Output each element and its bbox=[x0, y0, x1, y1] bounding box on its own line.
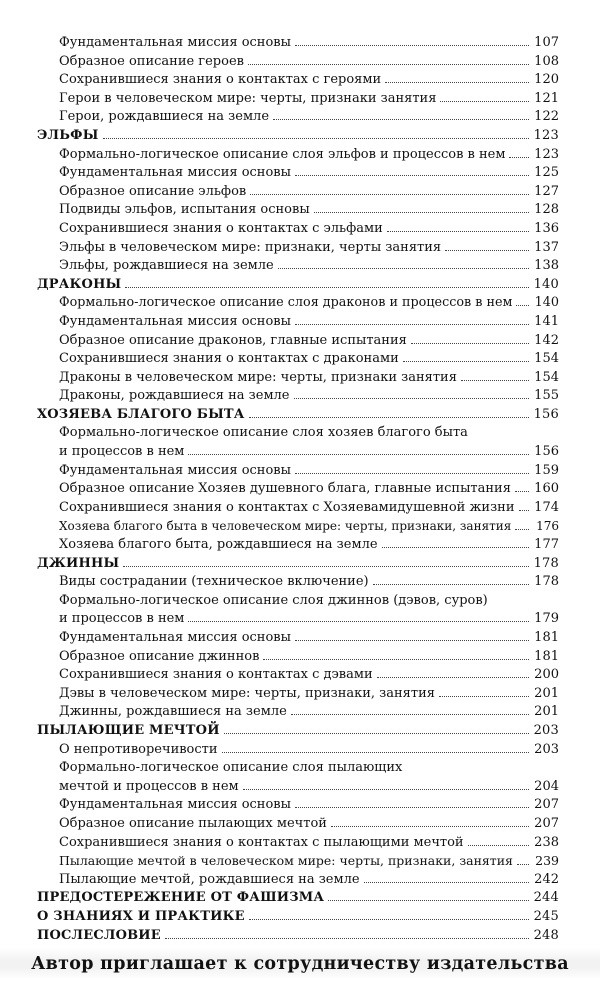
dot-leader bbox=[314, 211, 529, 213]
toc-entry-row bbox=[59, 778, 559, 797]
toc-entry-title: Драконы, рождавшиеся на земле bbox=[59, 388, 290, 404]
toc-entry-title: ПЫЛАЮЩИЕ МЕЧТОЙ bbox=[37, 722, 220, 738]
toc-section bbox=[37, 889, 559, 908]
toc-page-number: 179 bbox=[534, 611, 559, 627]
toc-page-number: 141 bbox=[534, 313, 559, 329]
toc-entry-row bbox=[59, 387, 559, 406]
toc-entry bbox=[37, 146, 559, 165]
dot-leader bbox=[509, 156, 529, 158]
toc-entry bbox=[37, 741, 559, 760]
toc-entry-title: Хозяева благого быта, рождавшиеся на земле bbox=[59, 537, 378, 553]
toc-entry-title: Формально-логическое описание слоя джиннов (дэвов, суров) bbox=[59, 592, 488, 608]
toc-entry-continuation: и процессов в нем bbox=[59, 444, 185, 460]
toc-page-number: 156 bbox=[534, 444, 559, 460]
toc-entry-title: Фундаментальная миссия основы bbox=[59, 313, 291, 329]
toc-page-number: 207 bbox=[534, 815, 559, 831]
toc-page-number: 242 bbox=[534, 871, 559, 887]
toc-entry-row bbox=[59, 703, 559, 722]
toc-entry-title: Пылающие мечтой в человеческом мире: черты, признаки, занятия bbox=[59, 853, 513, 869]
toc-page-number: 178 bbox=[533, 555, 559, 571]
toc-entry bbox=[37, 369, 559, 388]
toc-page-number: 159 bbox=[534, 462, 559, 478]
toc-section bbox=[37, 555, 559, 574]
toc-entry-title: ПРЕДОСТЕРЕЖЕНИЕ ОТ ФАШИЗМА bbox=[37, 890, 325, 906]
toc-entry-row bbox=[59, 220, 559, 239]
toc-entry bbox=[37, 517, 559, 536]
toc-entry-row bbox=[59, 146, 559, 165]
toc-entry-title: Герои в человеческом мире: черты, признаки занятия bbox=[59, 90, 437, 106]
toc-entry-row bbox=[59, 201, 559, 220]
toc-entry-title: Формально-логическое описание слоя эльфов и процессов в нем bbox=[59, 146, 506, 162]
dot-leader bbox=[468, 844, 529, 846]
toc-entry bbox=[37, 313, 559, 332]
toc-entry-title: Образное описание джиннов bbox=[59, 648, 260, 664]
toc-entry-title: ПОСЛЕСЛОВИЕ bbox=[37, 927, 161, 943]
toc-page-number: 128 bbox=[534, 202, 559, 218]
toc-page-number: 138 bbox=[534, 258, 559, 274]
toc-page-number: 123 bbox=[533, 127, 559, 143]
toc-page-number: 140 bbox=[533, 276, 559, 292]
toc-page-number: 122 bbox=[534, 109, 559, 125]
toc-entry-title: Образное описание эльфов bbox=[59, 183, 247, 199]
toc-page-number: 136 bbox=[534, 220, 559, 236]
toc-page-number: 174 bbox=[534, 499, 559, 515]
toc-entry-title: Фундаментальная миссия основы bbox=[59, 165, 291, 181]
toc-entry bbox=[37, 871, 559, 890]
toc-entry bbox=[37, 629, 559, 648]
toc-entry-row bbox=[59, 350, 559, 369]
toc-page-number: 178 bbox=[534, 574, 559, 590]
toc-page-number: 154 bbox=[534, 369, 559, 385]
toc-page-number: 156 bbox=[533, 406, 559, 422]
dot-leader bbox=[263, 658, 529, 660]
toc-entry bbox=[37, 387, 559, 406]
toc-page-number: 248 bbox=[533, 927, 559, 943]
toc-entry bbox=[37, 759, 559, 796]
toc-page-number: 176 bbox=[536, 519, 559, 534]
toc-page-number: 121 bbox=[534, 90, 559, 106]
toc-entry-title: Эльфы в человеческом мире: признаки, черты занятия bbox=[59, 239, 442, 255]
toc-entry-row bbox=[59, 796, 559, 815]
toc-entry bbox=[37, 834, 559, 853]
toc-section bbox=[37, 276, 559, 295]
toc-entry bbox=[37, 34, 559, 53]
toc-entry-row bbox=[59, 164, 559, 183]
toc-entry bbox=[37, 220, 559, 239]
dot-leader bbox=[515, 528, 529, 530]
toc-entry-row bbox=[37, 406, 559, 425]
dot-leader bbox=[295, 44, 529, 46]
dot-leader bbox=[295, 806, 529, 808]
toc-entry-row bbox=[59, 443, 559, 462]
toc-entry-row bbox=[59, 871, 559, 890]
toc-entry-title: Фундаментальная миссия основы bbox=[59, 462, 291, 478]
toc-entry bbox=[37, 573, 559, 592]
toc-page-number: 160 bbox=[534, 481, 559, 497]
toc-section bbox=[37, 908, 559, 927]
dot-leader bbox=[125, 286, 529, 288]
footer-banner bbox=[0, 948, 600, 980]
toc-entry-row bbox=[59, 517, 559, 536]
toc-entry-row bbox=[59, 257, 559, 276]
dot-leader bbox=[249, 416, 529, 418]
toc-entry-row bbox=[59, 71, 559, 90]
toc-entry-title: Дэвы в человеческом мире: черты, признаки, занятия bbox=[59, 685, 435, 701]
toc-page-number: 204 bbox=[534, 778, 559, 794]
toc-page-number: 201 bbox=[534, 704, 559, 720]
toc-page-number: 154 bbox=[534, 351, 559, 367]
toc-entry-title: Образное описание Хозяев душевного блага, главные испытания bbox=[59, 481, 511, 497]
toc-entry-row bbox=[37, 889, 559, 908]
toc-entry-title: Сохранившиеся знания о контактах с Хозяевамидушевной жизни bbox=[59, 499, 515, 515]
toc-entry-row bbox=[37, 276, 559, 295]
toc-page-number: 244 bbox=[533, 890, 559, 906]
toc-page-number: 181 bbox=[534, 648, 559, 664]
toc-section bbox=[37, 127, 559, 146]
toc-page-number: 108 bbox=[534, 53, 559, 69]
toc-page-number: 137 bbox=[534, 239, 559, 255]
toc-entry-title: Сохранившиеся знания о контактах с героями bbox=[59, 72, 382, 88]
toc-entry-row bbox=[59, 239, 559, 258]
toc-entry-title: Сохранившиеся знания о контактах с эльфами bbox=[59, 220, 383, 236]
toc-entry-row bbox=[59, 34, 559, 53]
toc-entry-title: Джинны, рождавшиеся на земле bbox=[59, 704, 287, 720]
toc-entry-row bbox=[59, 108, 559, 127]
toc-entry-title: Формально-логическое описание слоя пылающих bbox=[59, 760, 403, 776]
toc-entry-row bbox=[59, 815, 559, 834]
toc-entry-title: О непротиворечивости bbox=[59, 741, 218, 757]
toc-entry-row bbox=[59, 536, 559, 555]
toc-entry-title: ЭЛЬФЫ bbox=[37, 127, 99, 143]
toc-entry bbox=[37, 666, 559, 685]
toc-entry-title: Пылающие мечтой, рождавшиеся на земле bbox=[59, 871, 360, 887]
dot-leader bbox=[519, 509, 529, 511]
toc-entry-row bbox=[59, 573, 559, 592]
toc-entry bbox=[37, 183, 559, 202]
toc-entry-title: Формально-логическое описание слоя драконов и процессов в нем bbox=[59, 295, 513, 311]
toc-entry bbox=[37, 332, 559, 351]
dot-leader bbox=[331, 825, 529, 827]
toc-entry-row bbox=[59, 610, 559, 629]
toc-entry-row bbox=[59, 648, 559, 667]
toc-page-number: 155 bbox=[534, 388, 559, 404]
toc-page-number: 238 bbox=[534, 834, 559, 850]
dot-leader bbox=[222, 751, 529, 753]
toc-section bbox=[37, 406, 559, 425]
dot-leader bbox=[517, 863, 529, 865]
toc-entry bbox=[37, 350, 559, 369]
toc-entry-title: Сохранившиеся знания о контактах с пылающими мечтой bbox=[59, 834, 464, 850]
toc-page-number: 245 bbox=[533, 908, 559, 924]
toc-entry bbox=[37, 108, 559, 127]
dot-leader bbox=[411, 342, 529, 344]
toc-entry-title: Образное описание героев bbox=[59, 53, 244, 69]
toc-page-number: 120 bbox=[534, 72, 559, 88]
toc-page-number: 123 bbox=[534, 146, 559, 162]
dot-leader bbox=[188, 620, 529, 622]
toc-entry-row bbox=[59, 369, 559, 388]
toc-page-number: 181 bbox=[534, 630, 559, 645]
dot-leader bbox=[188, 453, 529, 455]
toc-entry-row bbox=[37, 927, 559, 946]
toc-entry-row bbox=[59, 499, 559, 518]
toc-entry-row bbox=[37, 555, 559, 574]
toc-entry-row bbox=[59, 480, 559, 499]
toc-entry-title: Подвиды эльфов, испытания основы bbox=[59, 202, 310, 218]
toc-entry bbox=[37, 703, 559, 722]
toc-page-number: 239 bbox=[535, 853, 559, 869]
dot-leader bbox=[440, 100, 529, 102]
dot-leader bbox=[103, 137, 529, 139]
toc-page-number: 125 bbox=[534, 165, 559, 181]
dot-leader bbox=[123, 565, 529, 567]
toc-entry bbox=[37, 239, 559, 258]
toc-entry bbox=[37, 685, 559, 704]
toc-page-number: 107 bbox=[534, 35, 559, 50]
toc-section bbox=[37, 927, 559, 946]
dot-leader bbox=[403, 360, 529, 362]
dot-leader bbox=[295, 639, 529, 641]
toc-page-number: 203 bbox=[533, 722, 559, 738]
toc-entry bbox=[37, 201, 559, 220]
dot-leader bbox=[278, 267, 529, 269]
dot-leader bbox=[295, 174, 529, 176]
toc-entry bbox=[37, 796, 559, 815]
toc-entry bbox=[37, 257, 559, 276]
footer-text: Автор приглашает к сотрудничеству издательства bbox=[31, 954, 569, 974]
dot-leader bbox=[224, 732, 529, 734]
toc-entry-continuation: мечтой и процессов в нем bbox=[59, 778, 239, 794]
toc-entry-row bbox=[59, 666, 559, 685]
toc-entry-row bbox=[37, 127, 559, 146]
toc-entry-row bbox=[59, 834, 559, 853]
toc-entry-row bbox=[59, 313, 559, 332]
dot-leader bbox=[382, 546, 529, 548]
toc-page-number: 200 bbox=[534, 667, 559, 683]
toc-page-number: 203 bbox=[534, 741, 559, 757]
toc-entry-row bbox=[59, 629, 559, 648]
toc-entry-title: Эльфы, рождавшиеся на земле bbox=[59, 258, 274, 274]
toc-entry-row bbox=[59, 294, 559, 313]
toc-entry-title: Формально-логическое описание слоя хозяев благого быта bbox=[59, 425, 468, 441]
toc-page-number: 142 bbox=[534, 332, 559, 348]
toc-entry-title: Сохранившиеся знания о контактах с драконами bbox=[59, 351, 399, 367]
dot-leader bbox=[165, 937, 529, 939]
toc-entry bbox=[37, 536, 559, 555]
dot-leader bbox=[243, 788, 529, 790]
dot-leader bbox=[249, 918, 529, 920]
toc-page-number: 177 bbox=[534, 537, 559, 553]
toc-entry bbox=[37, 462, 559, 481]
toc-entry-row bbox=[59, 332, 559, 351]
dot-leader bbox=[377, 676, 529, 678]
dot-leader bbox=[385, 81, 529, 83]
toc-entry bbox=[37, 592, 559, 629]
table-of-contents bbox=[37, 34, 559, 945]
toc-entry-title: Герои, рождавшиеся на земле bbox=[59, 109, 270, 125]
toc-entry-title: Сохранившиеся знания о контактах с дэвами bbox=[59, 667, 373, 683]
toc-entry-row bbox=[59, 741, 559, 760]
dot-leader bbox=[248, 63, 529, 65]
toc-entry bbox=[37, 424, 559, 461]
toc-entry bbox=[37, 90, 559, 109]
toc-entry-title: Образное описание драконов, главные испытания bbox=[59, 332, 407, 348]
toc-page-number: 127 bbox=[534, 183, 559, 199]
dot-leader bbox=[364, 881, 529, 883]
dot-leader bbox=[373, 583, 529, 585]
toc-entry-title: Фундаментальная миссия основы bbox=[59, 797, 291, 813]
toc-entry-row bbox=[37, 722, 559, 741]
toc-entry-row bbox=[59, 53, 559, 72]
toc-entry bbox=[37, 53, 559, 72]
dot-leader bbox=[250, 193, 529, 195]
toc-entry-row bbox=[59, 852, 559, 871]
toc-entry bbox=[37, 164, 559, 183]
dot-leader bbox=[516, 304, 529, 306]
toc-entry bbox=[37, 480, 559, 499]
dot-leader bbox=[387, 230, 529, 232]
toc-page-number: 207 bbox=[534, 797, 559, 813]
toc-entry-title: Фундаментальная миссия основы bbox=[59, 35, 291, 50]
toc-entry-row bbox=[59, 183, 559, 202]
dot-leader bbox=[328, 899, 529, 901]
toc-entry bbox=[37, 648, 559, 667]
dot-leader bbox=[294, 397, 529, 399]
dot-leader bbox=[291, 713, 529, 715]
dot-leader bbox=[273, 118, 529, 120]
toc-entry-row bbox=[59, 90, 559, 109]
toc-entry-row bbox=[59, 685, 559, 704]
toc-entry-title: ДЖИННЫ bbox=[37, 555, 120, 571]
toc-entry-title: ХОЗЯЕВА БЛАГОГО БЫТА bbox=[37, 406, 245, 422]
toc-entry bbox=[37, 294, 559, 313]
toc-entry-title: Фундаментальная миссия основы bbox=[59, 630, 291, 645]
dot-leader bbox=[461, 379, 529, 381]
toc-entry bbox=[37, 852, 559, 871]
toc-entry bbox=[37, 499, 559, 518]
dot-leader bbox=[515, 490, 529, 492]
toc-entry-continuation: и процессов в нем bbox=[59, 611, 185, 627]
toc-entry-title: Образное описание пылающих мечтой bbox=[59, 815, 327, 831]
toc-entry-title: Хозяева благого быта в человеческом мире: черты, признаки, занятия bbox=[59, 519, 512, 534]
toc-entry-title: Драконы в человеческом мире: черты, признаки занятия bbox=[59, 369, 457, 385]
dot-leader bbox=[295, 472, 529, 474]
toc-entry-title: О ЗНАНИЯХ И ПРАКТИКЕ bbox=[37, 908, 245, 924]
toc-entry bbox=[37, 71, 559, 90]
dot-leader bbox=[445, 249, 529, 251]
toc-entry-row bbox=[37, 908, 559, 927]
toc-entry bbox=[37, 815, 559, 834]
toc-entry-title: ДРАКОНЫ bbox=[37, 276, 122, 292]
toc-entry-title: Виды сострадании (техническое включение) bbox=[59, 574, 369, 590]
toc-page-number: 140 bbox=[534, 295, 559, 311]
dot-leader bbox=[295, 323, 529, 325]
dot-leader bbox=[439, 695, 529, 697]
toc-section bbox=[37, 722, 559, 741]
toc-page-number: 201 bbox=[534, 685, 559, 701]
toc-entry-row bbox=[59, 462, 559, 481]
